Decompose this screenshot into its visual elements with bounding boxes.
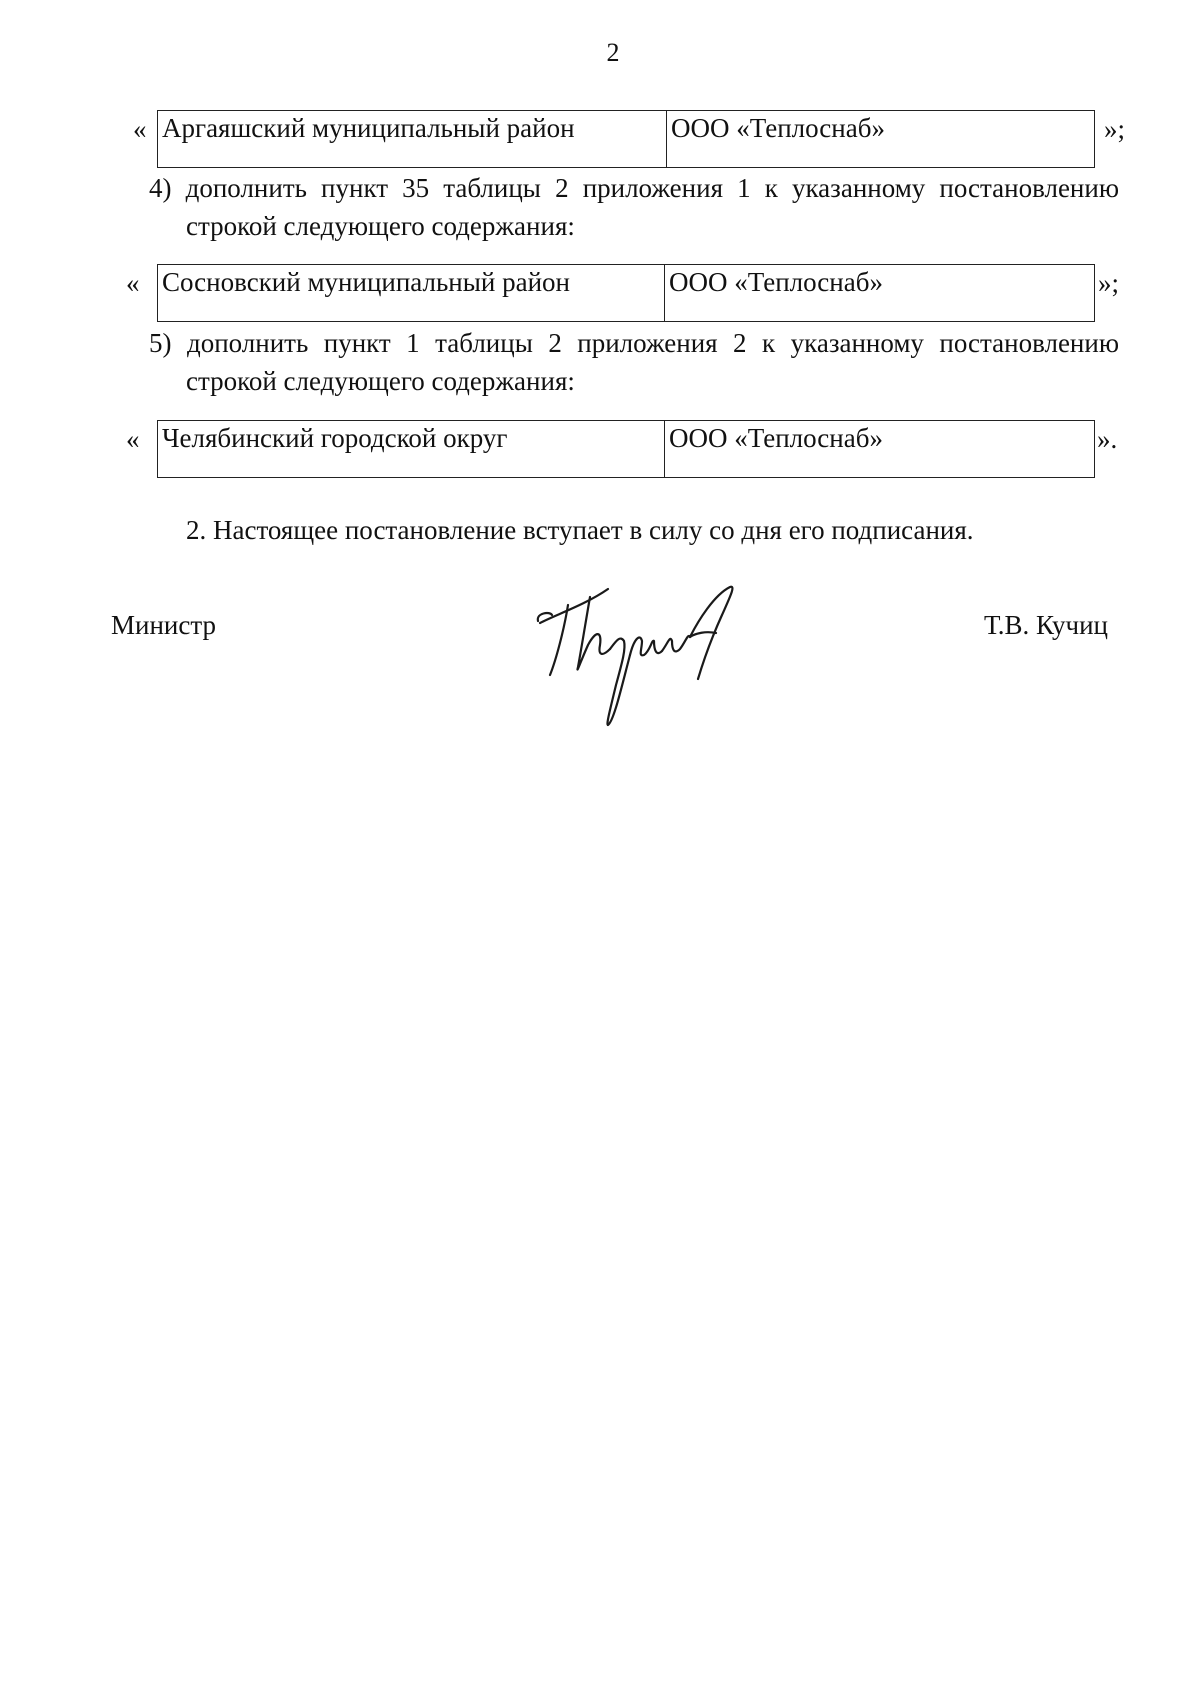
municipality-cell: Челябинский городской округ [162,423,508,453]
item-4-line-1: 4) дополнить пункт 35 таблицы 2 приложения 1 к указанному постановлению [149,173,1119,203]
signatory-position: Министр [111,610,216,640]
closing-quote: ». [1097,424,1118,454]
opening-quote: « [126,268,140,298]
closing-quote: »; [1104,114,1126,144]
handwritten-signature [530,575,780,735]
table-row [157,264,1095,322]
closing-quote: »; [1098,268,1120,298]
opening-quote: « [133,114,147,144]
organization-cell: ООО «Теплоснаб» [666,111,1094,167]
opening-quote: « [126,424,140,454]
organization-cell: ООО «Теплоснаб» [664,421,1094,477]
table-row [157,110,1095,168]
municipality-cell: Сосновский муниципальный район [162,267,570,297]
table-row [157,420,1095,478]
organization-cell: ООО «Теплоснаб» [664,265,1094,321]
item-4-line-2: строкой следующего содержания: [186,211,575,241]
signatory-name: Т.В. Кучиц [984,610,1109,640]
item-5-line-1: 5) дополнить пункт 1 таблицы 2 приложения 2 к указанному постановлению [149,328,1119,358]
item-5-line-2: строкой следующего содержания: [186,366,575,396]
paragraph-2: 2. Настоящее постановление вступает в силу со дня его подписания. [186,515,974,545]
page-number: 2 [606,38,620,67]
municipality-cell: Аргаяшский муниципальный район [162,113,575,143]
